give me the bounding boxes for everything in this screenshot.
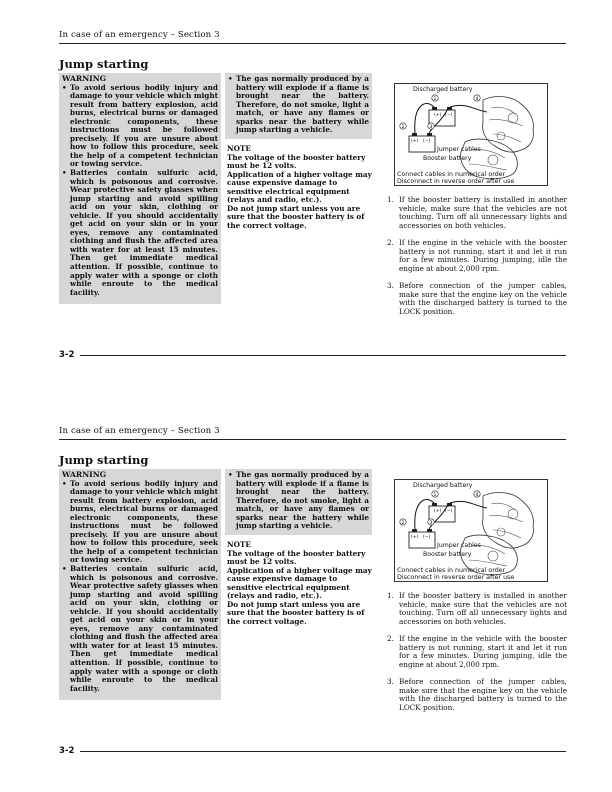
note-heading: NOTE	[227, 144, 251, 153]
list-item	[381, 635, 567, 669]
diagram-num-1: 1	[433, 97, 437, 102]
list-item	[381, 678, 567, 712]
step-text: If the engine in the vehicle with the booster battery is not running, start it and let it run for a few minutes. During jumping, idle the engine at about 2,000 rpm.	[399, 633, 567, 669]
gas-warning-box	[225, 73, 372, 139]
caption-line-disconnect: Disconnect in reverse order after use	[397, 178, 515, 186]
gas-warning-text: • The gas normally produced by a battery will explode if a flame is brought near the battery. Therefore, do not smoke, light a match, or have any flames or sparks near the battery while jump starting a vehicle.	[228, 75, 369, 135]
caption-line-disconnect: Disconnect in reverse order after use	[397, 574, 515, 582]
jumper-cables-label: Jumper cables	[437, 146, 481, 153]
header-rule	[59, 43, 566, 44]
step-number: 2.	[387, 237, 394, 247]
diagram-num-1: 1	[433, 493, 437, 498]
step-text: Before connection of the jumper cables, make sure that the engine key on the vehicle with the discharged battery is turned to the LOCK position.	[399, 280, 567, 316]
svg-text:(+): (+)	[411, 139, 419, 144]
diagram-num-4: 4	[475, 97, 479, 102]
note-higher-voltage: Application of a higher voltage may cause expensive damage to sensitive electrical equipment (relays and radio, etc.).	[227, 169, 372, 205]
svg-text:(−): (−)	[445, 113, 453, 118]
header-rule	[59, 439, 566, 440]
diagram-num-2: 2	[401, 521, 405, 526]
step-number: 1.	[387, 195, 394, 204]
svg-text:(−): (−)	[423, 139, 431, 144]
diagram-caption	[397, 171, 567, 186]
discharged-battery-label: Discharged battery	[413, 86, 473, 93]
diagram-num-4: 4	[475, 493, 479, 498]
section-header: In case of an emergency – Section 3	[59, 30, 220, 40]
svg-text:(+): (+)	[434, 509, 442, 514]
step-text: If the engine in the vehicle with the booster battery is not running, start it and let it run for a few minutes. During jumping, idle the engine at about 2,000 rpm.	[399, 237, 567, 273]
note-block	[227, 541, 372, 626]
diagram-num-3: 3	[429, 521, 433, 526]
step-text: Before connection of the jumper cables, make sure that the engine key on the vehicle with the discharged battery is turned to the LOCK position.	[399, 676, 567, 712]
warning-box	[59, 73, 221, 304]
battery-diagram-icon	[395, 480, 547, 581]
page-title: Jump starting	[59, 57, 149, 71]
warning-item: • Batteries contain sulfuric acid, which is poisonous and corrosive. Wear protective safety glasses when jump starting and avoid spilling acid on your skin, clothing or vehicle. If you should accidentally get acid on your skin or in your eyes, remove any contaminated clothing and flush the affected area with water for at least 15 minutes. Then get immediate medical attention. If possible, continue to apply water with a sponge or cloth while enroute to the medical facility.	[62, 565, 218, 693]
note-heading: NOTE	[227, 540, 251, 549]
booster-battery-label: Booster battery	[423, 155, 472, 162]
warning-heading: WARNING	[62, 74, 107, 83]
footer-rule	[80, 355, 566, 356]
step-number: 3.	[387, 676, 394, 686]
step-list	[381, 196, 567, 325]
note-block	[227, 145, 372, 230]
list-item	[381, 239, 567, 273]
warning-heading: WARNING	[62, 470, 107, 479]
warning-box	[59, 469, 221, 700]
note-voltage: The voltage of the booster battery must be 12 volts.	[227, 152, 366, 171]
svg-text:(+): (+)	[411, 535, 419, 540]
step-list	[381, 592, 567, 721]
battery-diagram-icon	[395, 84, 547, 185]
step-number: 2.	[387, 633, 394, 643]
gas-warning-text: • The gas normally produced by a battery will explode if a flame is brought near the battery. Therefore, do not smoke, light a match, or have any flames or sparks near the battery while jump starting a vehicle.	[228, 471, 369, 531]
booster-battery-label: Booster battery	[423, 551, 472, 558]
svg-text:(+): (+)	[434, 113, 442, 118]
step-number: 3.	[387, 280, 394, 290]
svg-text:(−): (−)	[445, 509, 453, 514]
warning-item: • Batteries contain sulfuric acid, which is poisonous and corrosive. Wear protective safety glasses when jump starting and avoid spilling acid on your skin, clothing or vehicle. If you should accidentally get acid on your skin or in your eyes, remove any contaminated clothing and flush the affected area with water for at least 15 minutes. Then get immediate medical attention. If possible, continue to apply water with a sponge or cloth while enroute to the medical facility.	[62, 169, 218, 297]
page-number: 3-2	[59, 746, 75, 756]
step-text: If the booster battery is installed in another vehicle, make sure that the vehicles are not touching. Turn off all unnecessary lights and accessories on both vehicles.	[399, 195, 567, 230]
caption-line-connect: Connect cables in numerical order	[397, 567, 506, 574]
diagram-num-3: 3	[429, 125, 433, 130]
note-do-not-jump: Do not jump start unless you are sure that the booster battery is of the correct voltage.	[227, 203, 365, 230]
note-do-not-jump: Do not jump start unless you are sure that the booster battery is of the correct voltage.	[227, 599, 365, 626]
page-number: 3-2	[59, 350, 75, 360]
list-item	[381, 196, 567, 230]
diagram-caption	[397, 567, 567, 582]
section-header: In case of an emergency – Section 3	[59, 426, 220, 436]
footer-rule	[80, 751, 566, 752]
note-higher-voltage: Application of a higher voltage may cause expensive damage to sensitive electrical equipment (relays and radio, etc.).	[227, 565, 372, 601]
manual-page-bottom	[0, 396, 612, 792]
step-number: 1.	[387, 591, 394, 600]
svg-text:(−): (−)	[423, 535, 431, 540]
jumper-cables-label: Jumper cables	[437, 542, 481, 549]
diagram-num-2: 2	[401, 125, 405, 130]
warning-item: • To avoid serious bodily injury and damage to your vehicle which might result from battery explosion, acid burns, electrical burns or damaged electronic components, these instructions must be followed precisely. If you are unsure about how to follow this procedure, seek the help of a competent technician or towing service.	[62, 84, 218, 169]
gas-warning-box	[225, 469, 372, 535]
discharged-battery-label: Discharged battery	[413, 482, 473, 489]
caption-line-connect: Connect cables in numerical order	[397, 171, 506, 178]
list-item	[381, 282, 567, 316]
warning-item: • To avoid serious bodily injury and damage to your vehicle which might result from battery explosion, acid burns, electrical burns or damaged electronic components, these instructions must be followed precisely. If you are unsure about how to follow this procedure, seek the help of a competent technician or towing service.	[62, 480, 218, 565]
list-item	[381, 592, 567, 626]
page-title: Jump starting	[59, 453, 149, 467]
step-text: If the booster battery is installed in another vehicle, make sure that the vehicles are not touching. Turn off all unnecessary lights and accessories on both vehicles.	[399, 591, 567, 626]
note-voltage: The voltage of the booster battery must be 12 volts.	[227, 548, 366, 567]
